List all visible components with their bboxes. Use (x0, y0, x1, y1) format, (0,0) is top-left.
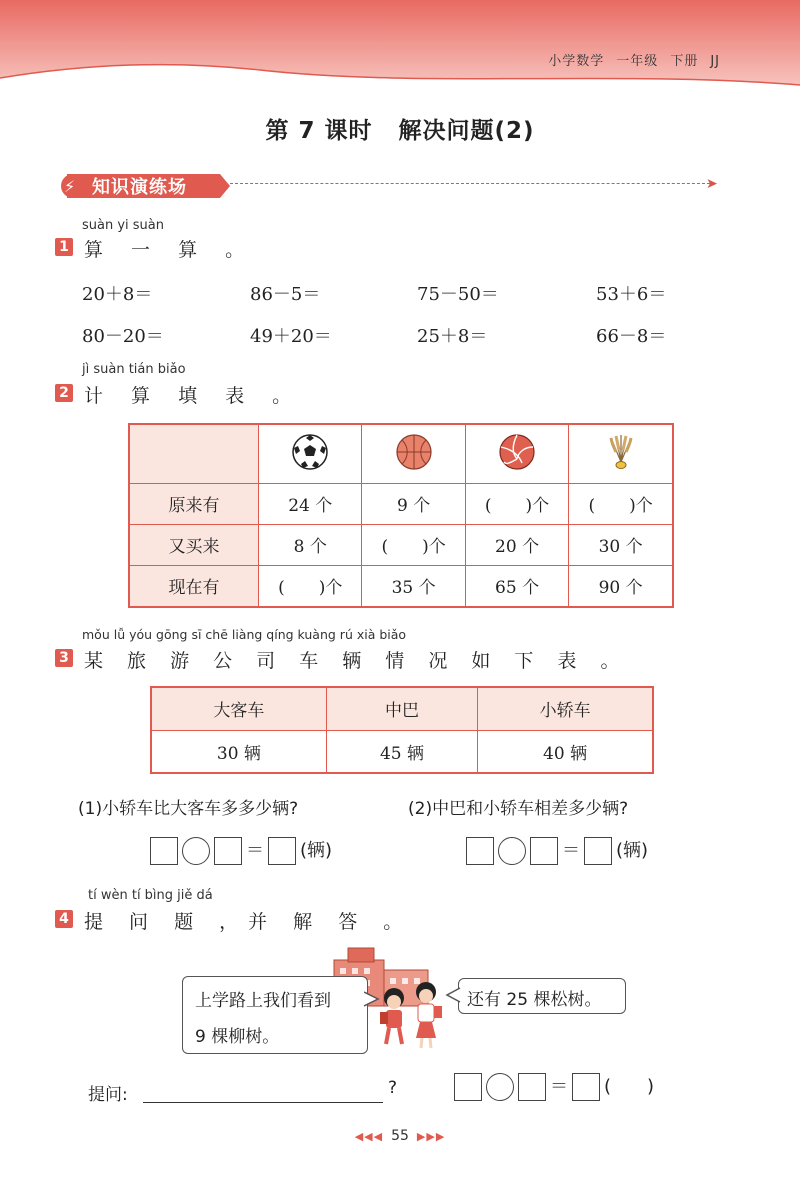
q3-value-bus: 30 辆 (151, 730, 326, 773)
speech-bubble-left (182, 976, 368, 1054)
q1-eq-1-2: 86－5＝ (250, 284, 321, 305)
q4-number: 4 (55, 910, 73, 928)
q2-cell: 35 个 (362, 565, 465, 607)
svg-text:⚡: ⚡ (64, 177, 76, 196)
q1-eq-2-1: 80－20＝ (82, 326, 164, 347)
q2-head-basketball (362, 424, 465, 484)
q3-sub-question-2: (2)中巴和小轿车相差多少辆? (408, 799, 629, 819)
q2-cell-blank[interactable]: ( )个 (465, 484, 568, 525)
q2-row-label-3: 现在有 (129, 565, 259, 607)
page-number: 55 (391, 1128, 409, 1144)
q2-pinyin: jì suàn tián biǎo (82, 362, 186, 377)
lesson-name: 解决问题(2) (398, 118, 535, 144)
unit-blank: ( ) (604, 1076, 655, 1097)
q1-eq-2-3: 25＋8＝ (417, 326, 488, 347)
q2-row-label-2: 又买来 (129, 524, 259, 565)
left-arrows-icon: ◀◀◀ (354, 1130, 384, 1143)
q2-cell: 20 个 (465, 524, 568, 565)
q3-sub-question-1: (1)小轿车比大客车多多少辆? (78, 799, 299, 819)
q4-ask-label: 提问: (88, 1085, 128, 1105)
q2-cell-blank[interactable]: ( )个 (362, 524, 465, 565)
header-grade: 一年级 (616, 54, 659, 69)
q4-ask-end: ? (388, 1078, 398, 1098)
answer-box[interactable] (584, 837, 612, 865)
unit-label: (辆) (300, 840, 333, 861)
q4-text: 提 问 题 ，并 解 答 。 (84, 911, 413, 933)
answer-box[interactable] (572, 1073, 600, 1101)
q1-eq-2-2: 49＋20＝ (250, 326, 332, 347)
q3-pinyin: mǒu lǚ yóu gōng sī chē liàng qíng kuàng rú xià biǎo (82, 627, 407, 642)
operator-circle[interactable] (486, 1073, 514, 1101)
q1-text: 算 一 算 。 (84, 239, 256, 261)
q2-row-label-1: 原来有 (129, 484, 259, 525)
bubble-left-tail (364, 990, 380, 1008)
q2-cell: 24 个 (259, 484, 362, 525)
q3-head-car: 小轿车 (478, 687, 653, 730)
bubble-right-text: 还有 25 棵松树。 (467, 990, 602, 1010)
bubble-left-line-1: 上学路上我们看到 (195, 991, 331, 1011)
answer-box[interactable] (454, 1073, 482, 1101)
q3-head-minibus: 中巴 (326, 687, 477, 730)
q1-eq-1-1: 20＋8＝ (82, 284, 153, 305)
q4-pinyin: tí wèn tí bìng jiě dá (88, 888, 213, 903)
unit-label: (辆) (616, 840, 649, 861)
equals-sign: ＝ (246, 840, 264, 861)
section-divider (230, 183, 710, 184)
header-subject: 小学数学 (548, 54, 605, 69)
speech-bubble-right (458, 978, 626, 1014)
operator-circle[interactable] (182, 837, 210, 865)
answer-box[interactable] (214, 837, 242, 865)
header-edition: JJ (710, 54, 720, 69)
q2-cell: 90 个 (569, 565, 673, 607)
q1-eq-1-3: 75－50＝ (417, 284, 499, 305)
operator-circle[interactable] (498, 837, 526, 865)
answer-box[interactable] (530, 837, 558, 865)
q3-answer-row-2 (466, 836, 652, 865)
answer-box[interactable] (150, 837, 178, 865)
header-volume: 下册 (670, 54, 699, 69)
right-arrows-icon: ▶▶▶ (416, 1130, 446, 1143)
q3-number: 3 (55, 649, 73, 667)
q3-head-bus: 大客车 (151, 687, 326, 730)
q1-eq-2-4: 66－8＝ (596, 326, 667, 347)
q2-table (128, 423, 674, 608)
q2-head-volleyball (465, 424, 568, 484)
q1-eq-1-4: 53＋6＝ (596, 284, 667, 305)
q2-table-corner (129, 424, 259, 484)
q2-text: 计 算 填 表 。 (84, 385, 303, 407)
lesson-number: 第 7 课时 (265, 118, 373, 144)
page-footer (0, 1128, 800, 1144)
volleyball-icon (498, 433, 536, 471)
lesson-title (0, 112, 800, 145)
q2-cell: 65 个 (465, 565, 568, 607)
shuttlecock-icon (602, 432, 640, 472)
q1-number: 1 (55, 238, 73, 256)
section-title: 知识演练场 (92, 177, 187, 198)
q2-cell: 30 个 (569, 524, 673, 565)
q2-cell: 9 个 (362, 484, 465, 525)
q3-value-minibus: 45 辆 (326, 730, 477, 773)
q3-answer-row-1 (150, 836, 336, 865)
header-info (536, 50, 720, 69)
soccer-ball-icon (291, 433, 329, 471)
q2-cell: 8 个 (259, 524, 362, 565)
equals-sign: ＝ (562, 840, 580, 861)
q2-cell-blank[interactable]: ( )个 (569, 484, 673, 525)
answer-box[interactable] (518, 1073, 546, 1101)
q2-number: 2 (55, 384, 73, 402)
q3-value-car: 40 辆 (478, 730, 653, 773)
answer-box[interactable] (268, 837, 296, 865)
basketball-icon (395, 433, 433, 471)
q4-answer-row (454, 1072, 658, 1101)
bubble-right-tail (445, 986, 461, 1004)
q3-table (150, 686, 654, 774)
equals-sign: ＝ (550, 1076, 568, 1097)
q2-cell-blank[interactable]: ( )个 (259, 565, 362, 607)
answer-box[interactable] (466, 837, 494, 865)
q2-head-soccer (259, 424, 362, 484)
q2-head-shuttlecock (569, 424, 673, 484)
q3-text: 某 旅 游 公 司 车 辆 情 况 如 下 表 。 (84, 650, 629, 672)
q1-pinyin: suàn yi suàn (82, 218, 165, 233)
bubble-left-line-2: 9 棵柳树。 (195, 1027, 280, 1047)
q4-ask-answer-line[interactable] (143, 1102, 383, 1103)
section-arrow-icon: ➤ (706, 176, 718, 192)
